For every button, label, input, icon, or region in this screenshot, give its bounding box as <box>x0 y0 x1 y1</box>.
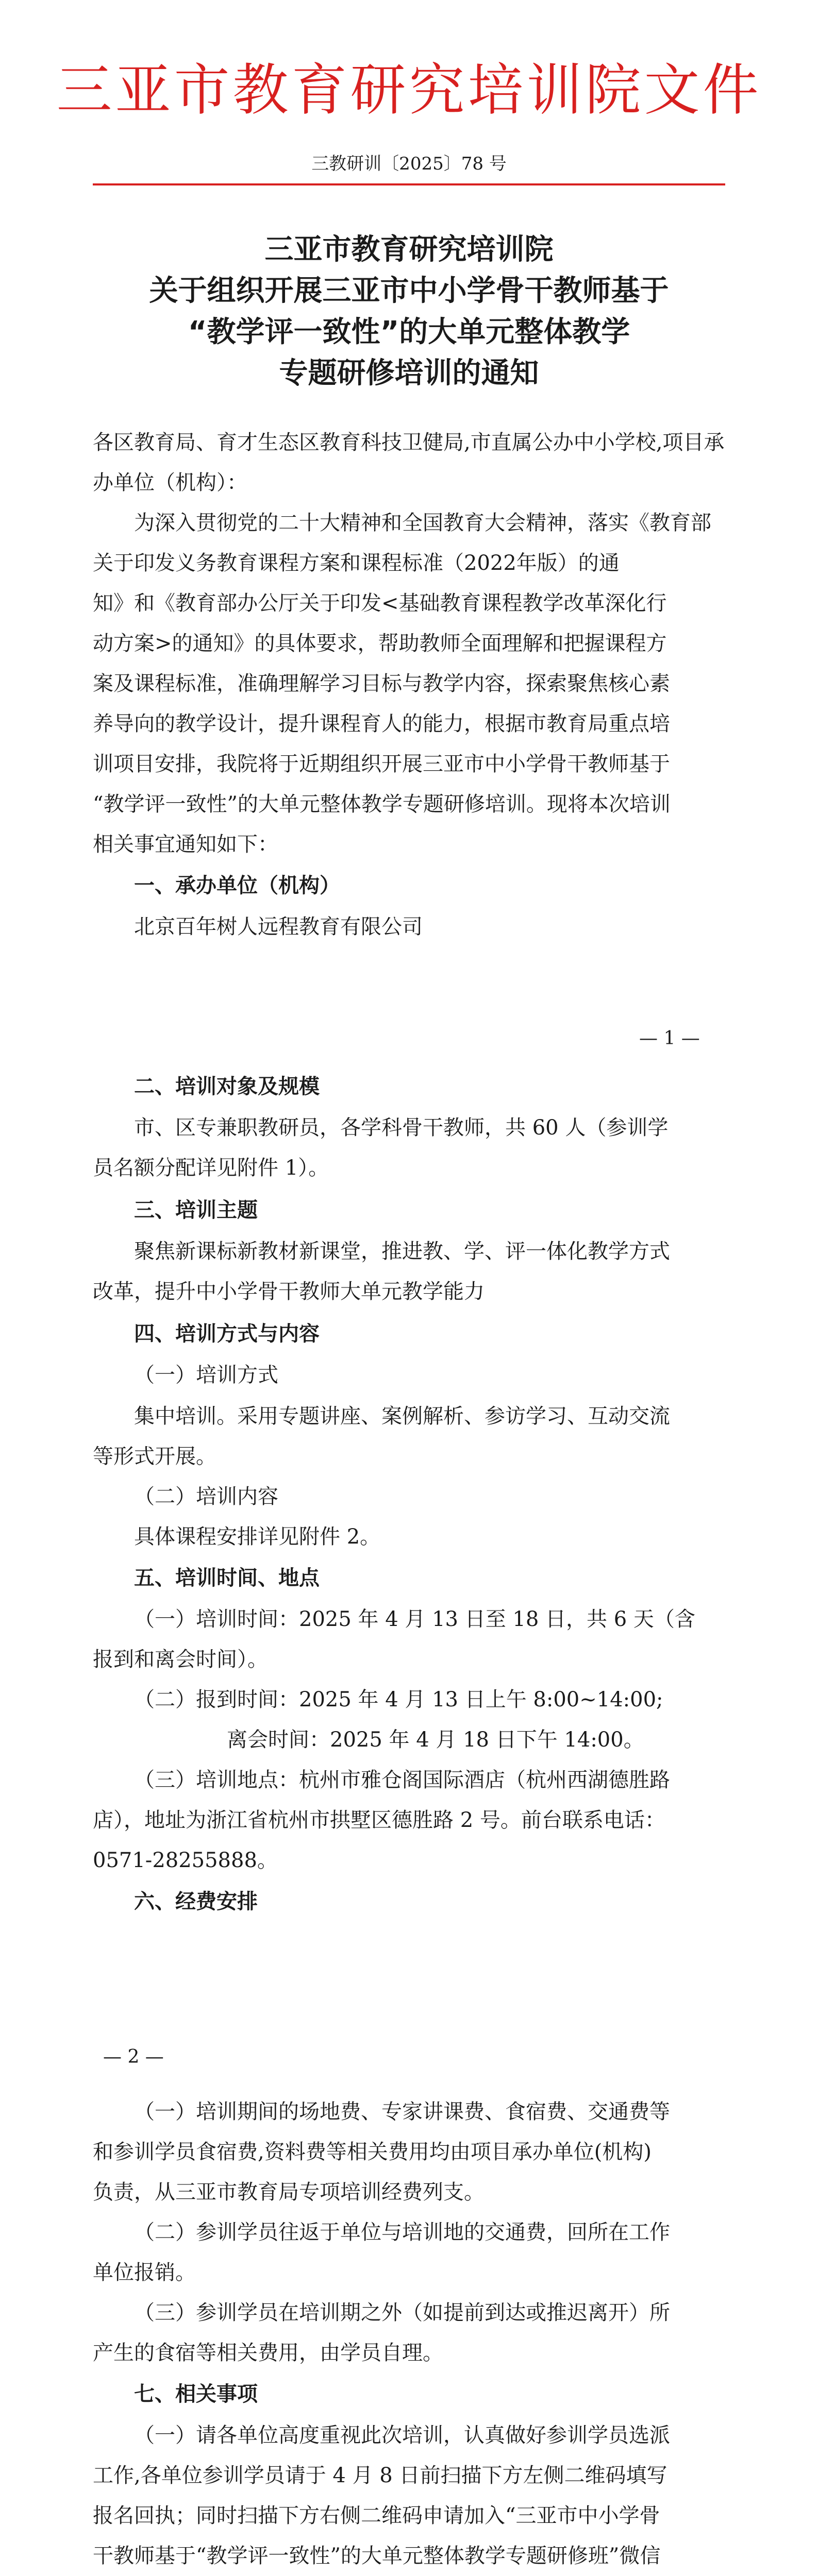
page-number: — 1 — <box>639 1028 700 1049</box>
section-heading: 五、培训时间、地点 <box>134 1566 320 1590</box>
section-body: 离会时间：2025 年 4 月 18 日下午 14:00。 <box>227 1728 644 1752</box>
section-body: 改革，提升中小学骨干教师大单元教学能力 <box>93 1280 485 1303</box>
intro-line: 动方案>的通知》的具体要求，帮助教师全面理解和把握课程方 <box>93 632 667 655</box>
intro-line: 相关事宜通知如下： <box>93 833 278 856</box>
subsection-heading: （一）培训方式 <box>134 1363 278 1387</box>
intro-line: 训项目安排，我院将于近期组织开展三亚市中小学骨干教师基于 <box>93 752 670 776</box>
section-body: 干教师基于“教学评一致性”的大单元整体教学专题研修班”微信 <box>93 2544 661 2568</box>
org-title: 三亚市教育研究培训院文件 <box>56 58 762 123</box>
section-body: 0571-28255888。 <box>93 1849 278 1872</box>
section-body: 单位报销。 <box>93 2261 196 2284</box>
section-body: （二）参训学员往返于单位与培训地的交通费，回所在工作 <box>134 2221 670 2244</box>
section-body: （一）培训期间的场地费、专家讲课费、食宿费、交通费等 <box>134 2100 670 2124</box>
section-body: （一）请各单位高度重视此次培训，认真做好参训学员选派 <box>134 2424 670 2447</box>
title-line-1: 三亚市教育研究培训院 <box>264 233 554 266</box>
section-body: 产生的食宿等相关费用，由学员自理。 <box>93 2341 443 2365</box>
intro-line: 养导向的教学设计，提升课程育人的能力，根据市教育局重点培 <box>93 712 670 736</box>
section-body: 报名回执；同时扫描下方右侧二维码申请加入“三亚市中小学骨 <box>93 2504 660 2528</box>
section-heading: 四、培训方式与内容 <box>134 1322 320 1346</box>
section-body: 集中培训。采用专题讲座、案例解析、参访学习、互动交流 <box>134 1404 670 1428</box>
section-body: 市、区专兼职教研员，各学科骨干教师，共 60 人（参训学 <box>134 1116 669 1140</box>
section-body: 员名额分配详见附件 1）。 <box>93 1156 329 1180</box>
section-heading: 六、经费安排 <box>134 1890 258 1913</box>
red-divider <box>93 183 725 185</box>
title-line-3: “教学评一致性”的大单元整体教学 <box>188 315 630 349</box>
recipients: 各区教育局、育才生态区教育科技卫健局,市直属公办中小学校,项目承办单位（机构）： <box>93 431 725 495</box>
intro-line: 为深入贯彻党的二十大精神和全国教育大会精神，落实《教育部关于印发义务教育课程方案和课程标准（2022年版）的通 <box>93 511 711 575</box>
section-body: 等形式开展。 <box>93 1445 216 1468</box>
section-body: 和参训学员食宿费,资料费等相关费用均由项目承办单位(机构) <box>93 2140 652 2164</box>
section-body: 店），地址为浙江省杭州市拱墅区德胜路 2 号。前台联系电话： <box>93 1808 665 1832</box>
page-number: — 2 — <box>103 2046 164 2067</box>
title-line-4: 专题研修培训的通知 <box>279 357 539 390</box>
section-body: 具体课程安排详见附件 2。 <box>134 1525 381 1549</box>
section-heading: 二、培训对象及规模 <box>134 1075 320 1098</box>
section-body: （三）参训学员在培训期之外（如提前到达或推迟离开）所 <box>134 2301 670 2325</box>
section-body: （二）报到时间：2025 年 4 月 13 日上午 8:00~14:00; <box>134 1688 663 1711</box>
intro-line: “教学评一致性”的大单元整体教学专题研修培训。现将本次培训 <box>93 792 671 816</box>
section-heading: 三、培训主题 <box>134 1198 258 1222</box>
section-body: 报到和离会时间）。 <box>93 1648 268 1671</box>
intro-line: 知》和《教育部办公厅关于印发<基础教育课程教学改革深化行 <box>93 591 667 615</box>
section-body: （一）培训时间：2025 年 4 月 13 日至 18 日，共 6 天（含 <box>134 1607 695 1631</box>
section-heading: 一、承办单位（机构） <box>134 874 340 897</box>
doc-number: 三教研训〔2025〕78 号 <box>311 154 507 174</box>
subsection-heading: （二）培训内容 <box>134 1485 278 1509</box>
section-body: （三）培训地点：杭州市雅仓阁国际酒店（杭州西湖德胜路 <box>134 1768 670 1792</box>
section-heading: 七、相关事项 <box>134 2382 258 2406</box>
section-body: 北京百年树人远程教育有限公司 <box>134 915 423 939</box>
section-body: 工作,各单位参训学员请于 4 月 8 日前扫描下方左侧二维码填写 <box>93 2464 667 2487</box>
title-line-2: 关于组织开展三亚市中小学骨干教师基于 <box>149 274 669 308</box>
section-body: 聚焦新课标新教材新课堂，推进教、学、评一体化教学方式 <box>134 1240 670 1263</box>
intro-line: 案及课程标准，准确理解学习目标与教学内容，探索聚焦核心素 <box>93 672 670 696</box>
section-body: 负责，从三亚市教育局专项培训经费列支。 <box>93 2180 485 2204</box>
